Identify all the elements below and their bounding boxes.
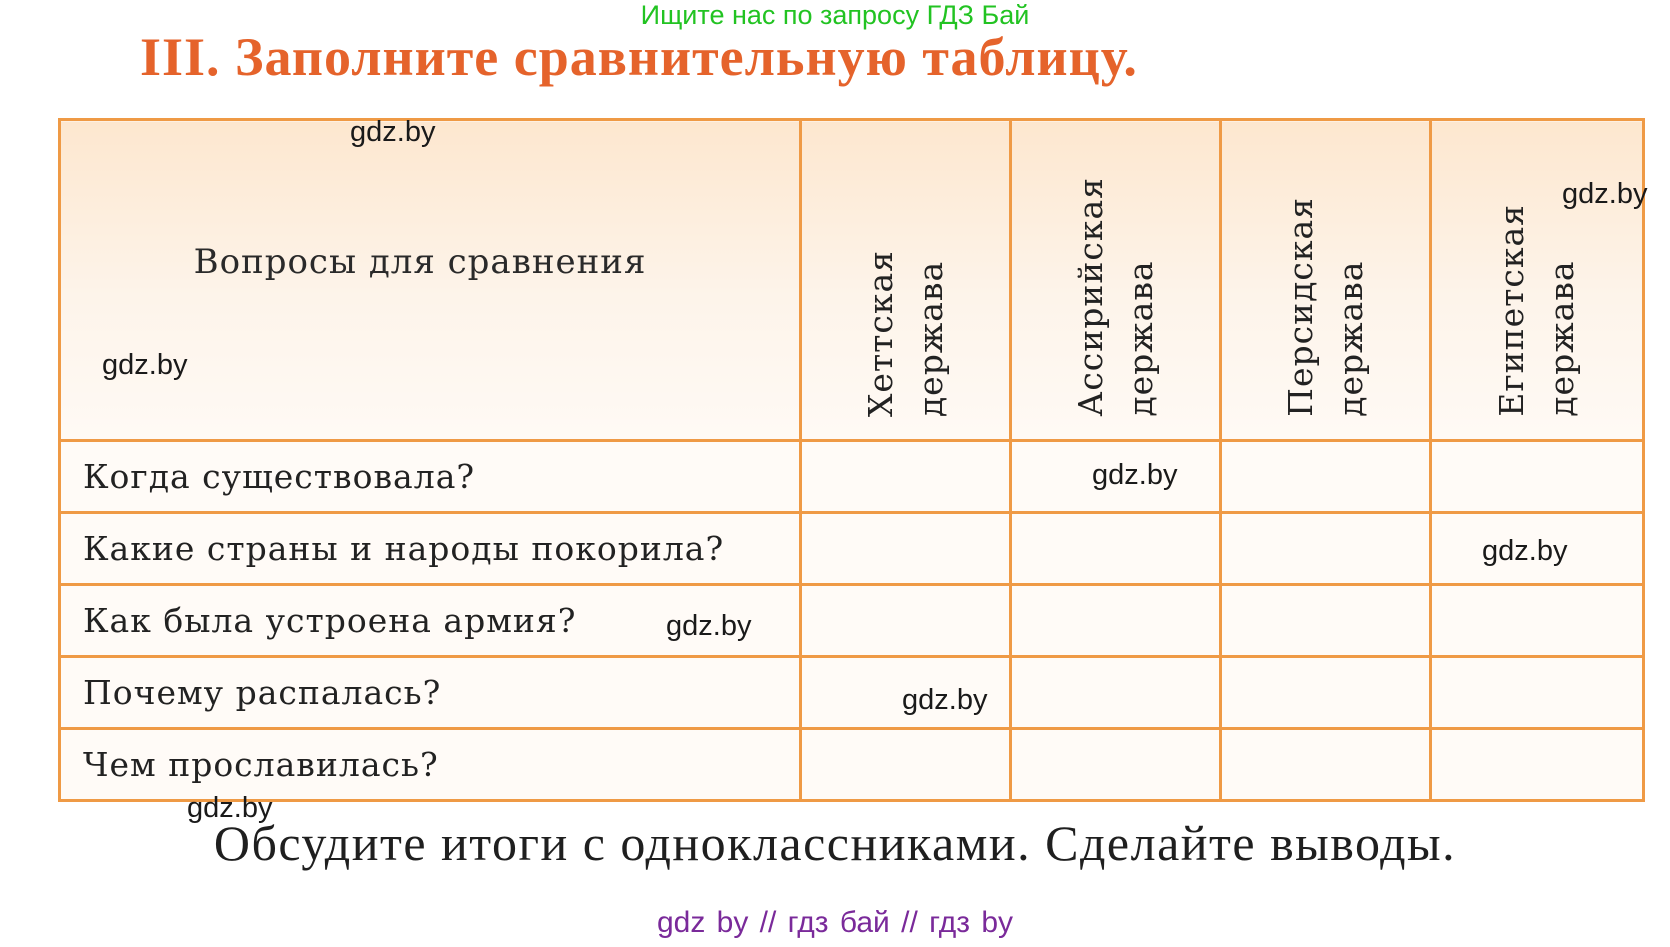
watermark: gdz.by xyxy=(902,684,988,716)
table-row xyxy=(60,441,1644,513)
row-question: Почему распалась? xyxy=(60,657,801,729)
column-label-egyptian: Египетская держава xyxy=(1492,204,1581,417)
row-question: Когда существовала? xyxy=(60,441,801,513)
conclusion-text: Обсудите итоги с одноклассниками. Сделайте выводы. xyxy=(213,815,1457,871)
watermark: gdz.by xyxy=(187,792,273,824)
footer-links: gdz by // гдз бай // гдз by xyxy=(656,906,1014,939)
answer-cell[interactable] xyxy=(1011,513,1221,585)
table-header-row xyxy=(60,120,1644,441)
answer-cell[interactable] xyxy=(1221,441,1431,513)
watermark: gdz.by xyxy=(102,349,188,381)
row-question: Чем прославилась? xyxy=(60,729,801,801)
header-cell-assyrian xyxy=(1011,120,1221,441)
table-row xyxy=(60,729,1644,801)
questions-header-label: Вопросы для сравнения xyxy=(193,242,647,282)
row-question: Какие страны и народы покорила? xyxy=(60,513,801,585)
table-row xyxy=(60,585,1644,657)
watermark: gdz.by xyxy=(666,610,752,642)
header-cell-egyptian xyxy=(1431,120,1644,441)
answer-cell[interactable] xyxy=(1011,657,1221,729)
answer-cell[interactable] xyxy=(1011,729,1221,801)
answer-cell[interactable] xyxy=(1221,513,1431,585)
answer-cell[interactable] xyxy=(801,585,1011,657)
answer-cell[interactable] xyxy=(1431,657,1644,729)
answer-cell[interactable] xyxy=(1221,729,1431,801)
answer-cell[interactable] xyxy=(1431,441,1644,513)
table-row xyxy=(60,513,1644,585)
comparison-table xyxy=(58,118,1648,802)
table-row xyxy=(60,657,1644,729)
watermark: gdz.by xyxy=(1092,459,1178,491)
watermark: gdz.by xyxy=(1482,535,1568,567)
watermark: gdz.by xyxy=(1562,178,1648,210)
answer-cell[interactable] xyxy=(1221,657,1431,729)
answer-cell[interactable] xyxy=(1431,585,1644,657)
answer-cell[interactable] xyxy=(1431,729,1644,801)
row-question: Как была устроена армия? xyxy=(60,585,801,657)
task-heading: III. Заполните сравнительную таблицу. xyxy=(140,27,1138,87)
header-cell-persian xyxy=(1221,120,1431,441)
watermark: gdz.by xyxy=(350,116,436,148)
column-label-hittite: Хеттская держава xyxy=(860,249,950,417)
answer-cell[interactable] xyxy=(801,513,1011,585)
answer-cell[interactable] xyxy=(1011,585,1221,657)
header-cell-questions xyxy=(60,120,801,441)
answer-cell[interactable] xyxy=(801,441,1011,513)
search-hint: Ищите нас по запросу ГДЗ Бай xyxy=(640,0,1030,30)
column-label-assyrian: Ассирийская держава xyxy=(1070,177,1160,417)
answer-cell[interactable] xyxy=(801,729,1011,801)
header-cell-hittite xyxy=(801,120,1011,441)
answer-cell[interactable] xyxy=(1221,585,1431,657)
column-label-persian: Персидская держава xyxy=(1280,197,1370,417)
